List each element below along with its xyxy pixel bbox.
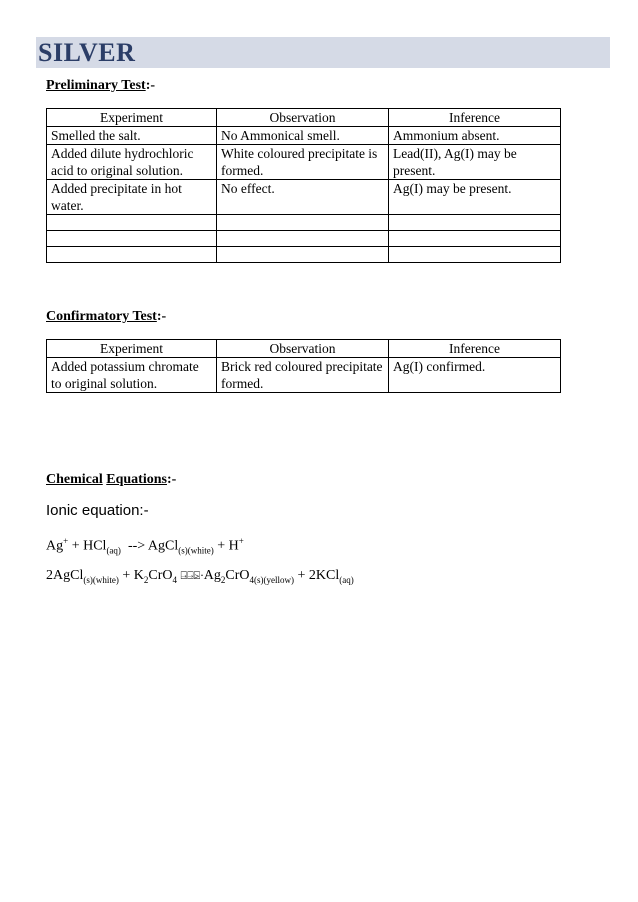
eq-text: + H [213, 538, 239, 554]
eq-text: CrO [225, 568, 250, 583]
eq-sub: (s)(white) [83, 574, 119, 585]
eq-sub: 2 [220, 574, 226, 585]
table-cell: No Ammonical smell. [217, 127, 389, 145]
equation-2 [46, 568, 354, 585]
eq-sup: + [63, 536, 69, 546]
eq-text: + 2KCl [294, 568, 340, 583]
eq-text: + HCl [68, 538, 107, 554]
table-row [47, 358, 561, 393]
table-row [47, 180, 561, 215]
chemical-heading-word2: Equations [106, 472, 167, 487]
eq-text: 2AgCl [46, 568, 84, 583]
ionic-equation-label: Ionic equation:- [46, 502, 149, 519]
chemical-heading-word1: Chemical [46, 472, 103, 487]
eq-sub: 4 [172, 574, 177, 585]
eq-text: Ag [46, 538, 64, 554]
confirmatory-heading-suffix: :- [156, 309, 167, 324]
chemical-heading [46, 472, 176, 488]
table-header-row [47, 340, 561, 358]
preliminary-heading-suffix: :- [145, 78, 156, 93]
column-header: Inference [389, 340, 561, 358]
table-cell: Added dilute hydrochloric acid to original solution. [47, 145, 217, 180]
empty-row [47, 247, 561, 263]
chemical-heading-suffix: :- [166, 472, 177, 487]
column-header: Experiment [47, 340, 217, 358]
eq-text: CrO [148, 568, 173, 583]
table-header-row [47, 109, 561, 127]
eq-sub: (aq) [106, 545, 121, 556]
column-header: Experiment [47, 109, 217, 127]
table-row [47, 145, 561, 180]
confirmatory-heading-text: Confirmatory Test [46, 309, 157, 324]
empty-row [47, 215, 561, 231]
table-cell: No effect. [217, 180, 389, 215]
table-cell: Brick red coloured precipitate formed. [217, 358, 389, 393]
eq-sub: (s)(white) [178, 545, 214, 556]
column-header: Inference [389, 109, 561, 127]
preliminary-table [46, 108, 561, 263]
column-header: Observation [217, 340, 389, 358]
eq-sup: + [238, 536, 244, 546]
confirmatory-heading [46, 309, 166, 325]
table-cell: Lead(II), Ag(I) may be present. [389, 145, 561, 180]
eq-text: Ag [203, 568, 221, 583]
equation-1 [46, 536, 244, 555]
table-cell: Ag(I) may be present. [389, 180, 561, 215]
table-cell: Added precipitate in hot water. [47, 180, 217, 215]
table-cell: Smelled the salt. [47, 127, 217, 145]
preliminary-heading [46, 78, 155, 94]
table-cell: Added potassium chromate to original solution. [47, 358, 217, 393]
table-cell: White coloured precipitate is formed. [217, 145, 389, 180]
title-bar [36, 37, 610, 68]
column-header: Observation [217, 109, 389, 127]
confirmatory-table [46, 339, 561, 393]
arrow-glyphs: ⍈⍈⍄· [176, 569, 204, 582]
table-cell: Ammonium absent. [389, 127, 561, 145]
eq-sub: 4(s)(yellow) [249, 574, 295, 585]
page-title: SILVER [38, 38, 136, 67]
table-cell: Ag(I) confirmed. [389, 358, 561, 393]
eq-sub: 2 [143, 574, 149, 585]
table-row [47, 127, 561, 145]
eq-text: --> AgCl [120, 538, 179, 554]
eq-sub: (aq) [339, 574, 354, 585]
eq-text: + K [118, 568, 144, 583]
preliminary-heading-text: Preliminary Test [46, 78, 146, 93]
empty-row [47, 231, 561, 247]
